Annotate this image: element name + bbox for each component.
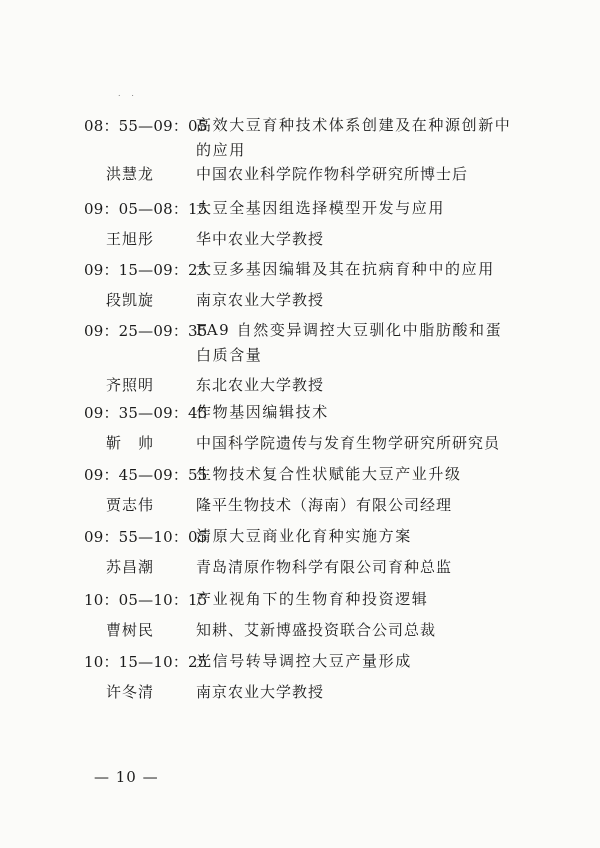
time-slot: 09：15—09：25 (84, 261, 208, 279)
talk-title: 清原大豆商业化育种实施方案 (196, 527, 412, 545)
speaker-affiliation: 隆平生物技术（海南）有限公司经理 (196, 496, 453, 514)
speaker-name: 王旭彤 (106, 230, 155, 248)
speaker-affiliation: 东北农业大学教授 (196, 376, 325, 394)
speaker-affiliation: 南京农业大学教授 (196, 291, 325, 309)
speaker-name: 靳 帅 (106, 434, 155, 452)
speaker-affiliation: 中国农业科学院作物科学研究所博士后 (196, 165, 469, 183)
schedule-entry (0, 462, 600, 518)
schedule-entry (0, 524, 600, 580)
talk-title: 高效大豆育种技术体系创建及在种源创新中的应用 (196, 116, 512, 159)
talk-title: 作物基因编辑技术 (196, 403, 329, 421)
time-slot: 09：55—10：05 (84, 528, 208, 546)
speaker-name: 许冬清 (106, 683, 155, 701)
talk-title: 光信号转导调控大豆产量形成 (196, 652, 412, 670)
schedule-entry (0, 400, 600, 456)
speaker-affiliation: 青岛清原作物科学有限公司育种总监 (196, 558, 453, 576)
time-slot: 10：05—10：15 (84, 591, 208, 609)
time-slot: 09：45—09：55 (84, 466, 208, 484)
talk-title: 产业视角下的生物育种投资逻辑 (196, 590, 429, 608)
time-slot: 08：55—09：05 (84, 117, 208, 135)
talk-title: 大豆全基因组选择模型开发与应用 (196, 199, 446, 217)
speaker-name: 曹树民 (106, 621, 155, 639)
schedule-entry (0, 318, 600, 398)
time-slot: 09：05—08：15 (84, 200, 208, 218)
time-slot: 10：15—10：25 (84, 653, 208, 671)
schedule-entry (0, 649, 600, 705)
time-slot: 09：25—09：35 (84, 322, 208, 340)
time-slot: 09：35—09：45 (84, 404, 208, 422)
speaker-affiliation: 南京农业大学教授 (196, 683, 325, 701)
speaker-affiliation: 知耕、艾新博盛投资联合公司总裁 (196, 621, 437, 639)
page-number: — 10 — (94, 768, 159, 786)
speaker-name: 段凯旋 (106, 291, 155, 309)
schedule-entry (0, 196, 600, 252)
schedule-entry (0, 587, 600, 643)
speaker-name: 齐照明 (106, 376, 155, 394)
schedule-entry (0, 113, 600, 187)
speaker-name: 洪慧龙 (106, 165, 155, 183)
speaker-name: 贾志伟 (106, 496, 155, 514)
talk-title: FA9 自然变异调控大豆驯化中脂肪酸和蛋白质含量 (196, 321, 503, 364)
talk-title: 大豆多基因编辑及其在抗病育种中的应用 (196, 260, 495, 278)
schedule-entry (0, 257, 600, 313)
scan-speck: ˙ ˙ (117, 95, 138, 105)
speaker-name: 苏昌潮 (106, 558, 155, 576)
speaker-affiliation: 华中农业大学教授 (196, 230, 325, 248)
talk-title: 生物技术复合性状赋能大豆产业升级 (196, 465, 462, 483)
speaker-affiliation: 中国科学院遗传与发育生物学研究所研究员 (196, 434, 501, 452)
